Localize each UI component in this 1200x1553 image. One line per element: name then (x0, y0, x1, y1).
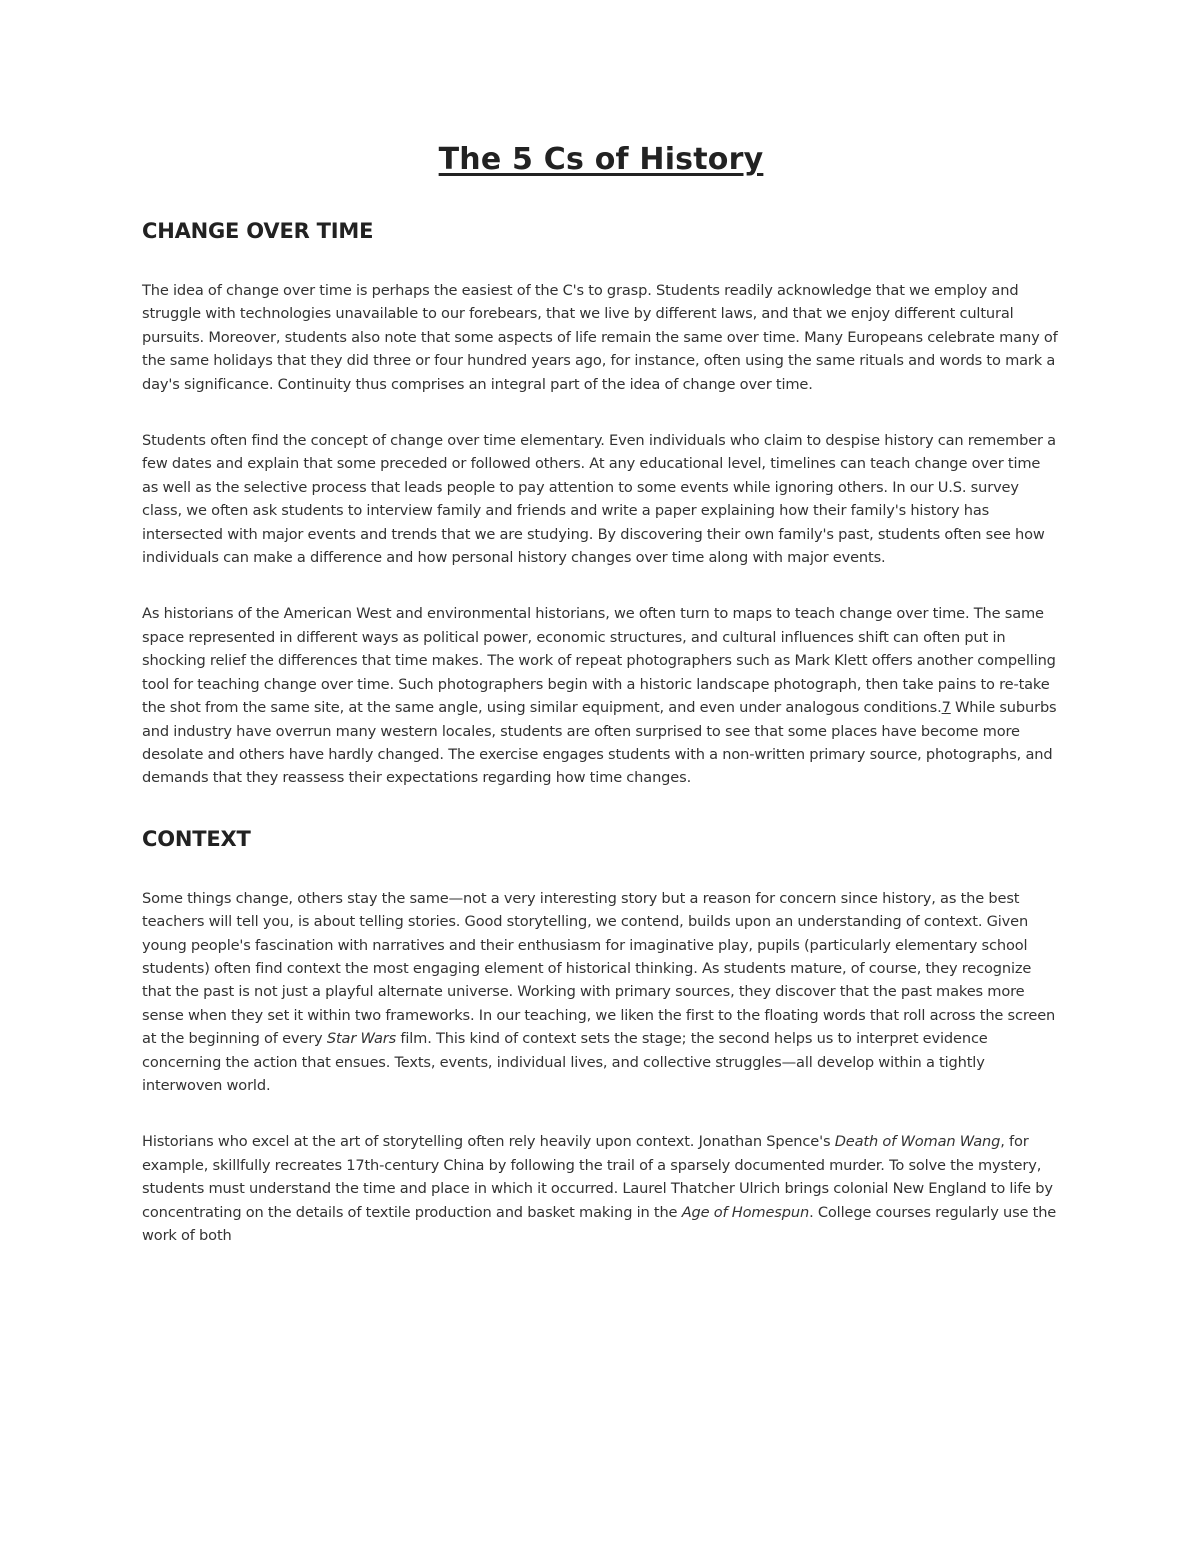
book-title: Age of Homespun (681, 1203, 810, 1221)
footnote-link[interactable]: 7 (941, 699, 951, 717)
paragraph-text: . College courses regularly use the work of both (142, 1203, 1057, 1244)
paragraph (142, 602, 1060, 789)
paragraph-text: Historians who excel at the art of storytelling often rely heavily upon context. Jonathan Spence's (142, 1133, 835, 1151)
paragraph-text: Some things change, others stay the same—not a very interesting story but a reason for concern since history, as the best teachers will tell you, is about telling stories. Good storytelling, we contend, builds upon an understanding of context. Given young people's fascination with narratives and their enthusiasm for imaginative play, pupils (particularly elementary school students) often find context the most engaging element of historical thinking. As students mature, of course, they recognize that the past is not just a playful alternate universe. Working with primary sources, they discover that the past makes more sense when they set it within two frameworks. In our teaching, we liken the first to the floating words that roll across the screen at the beginning of every (142, 889, 1056, 1048)
paragraph: Students often find the concept of change over time elementary. Even individuals who claim to despise history can remember a few dates and explain that some preceded or followed others. At any educational level, timelines can teach change over time as well as the selective process that leads people to pay attention to some events while ignoring others. In our U.S. survey class, we often ask students to interview family and friends and write a paper explaining how their family's history has intersected with major events and trends that we are studying. By discovering their own family's past, students often see how individuals can make a difference and how personal history changes over time along with major events. (142, 432, 1056, 567)
paragraph-text: film. This kind of context sets the stage; the second helps us to interpret evidence concerning the action that ensues. Texts, events, individual lives, and collective struggles—all develop within a tightly interwoven world. (142, 1030, 988, 1094)
document-page (142, 140, 1060, 1247)
film-title: Star Wars (326, 1030, 397, 1048)
document-title: The 5 Cs of History (438, 142, 764, 177)
paragraph-text: As historians of the American West and environmental historians, we often turn to maps to teach change over time. The same space represented in different ways as political power, economic structures, and cultural influences shift can often put in shocking relief the differences that time makes. The work of repeat photographers such as Mark Klett offers another compelling tool for teaching change over time. Such photographers begin with a historic landscape photograph, then take pains to re-take the shot from the same site, at the same angle, using similar equipment, and even under analogous conditions. (142, 605, 1056, 717)
paragraph (142, 1130, 1060, 1247)
section-heading-context: CONTEXT (142, 826, 251, 851)
section-heading-change-over-time: CHANGE OVER TIME (142, 219, 374, 243)
book-title: Death of Woman Wang (834, 1133, 1001, 1151)
paragraph-text: While suburbs and industry have overrun many western locales, students are often surprised to see that some places have become more desolate and others have hardly changed. The exercise engages students with a non-written primary source, photographs, and demands that they reassess their expectations regarding how time changes. (142, 699, 1057, 787)
paragraph (142, 887, 1060, 1098)
paragraph: The idea of change over time is perhaps the easiest of the C's to grasp. Students readily acknowledge that we employ and struggle with technologies unavailable to our forebears, that we live by different laws, and that we enjoy different cultural pursuits. Moreover, students also note that some aspects of life remain the same over time. Many Europeans celebrate many of the same holidays that they did three or four hundred years ago, for instance, often using the same rituals and words to mark a day's significance. Continuity thus comprises an integral part of the idea of change over time. (142, 282, 1058, 393)
paragraph-text: , for example, skillfully recreates 17th-century China by following the trail of a sparsely documented murder. To solve the mystery, students must understand the time and place in which it occurred. Laurel Thatcher Ulrich brings colonial New England to life by concentrating on the details of textile production and basket making in the (142, 1133, 1053, 1221)
